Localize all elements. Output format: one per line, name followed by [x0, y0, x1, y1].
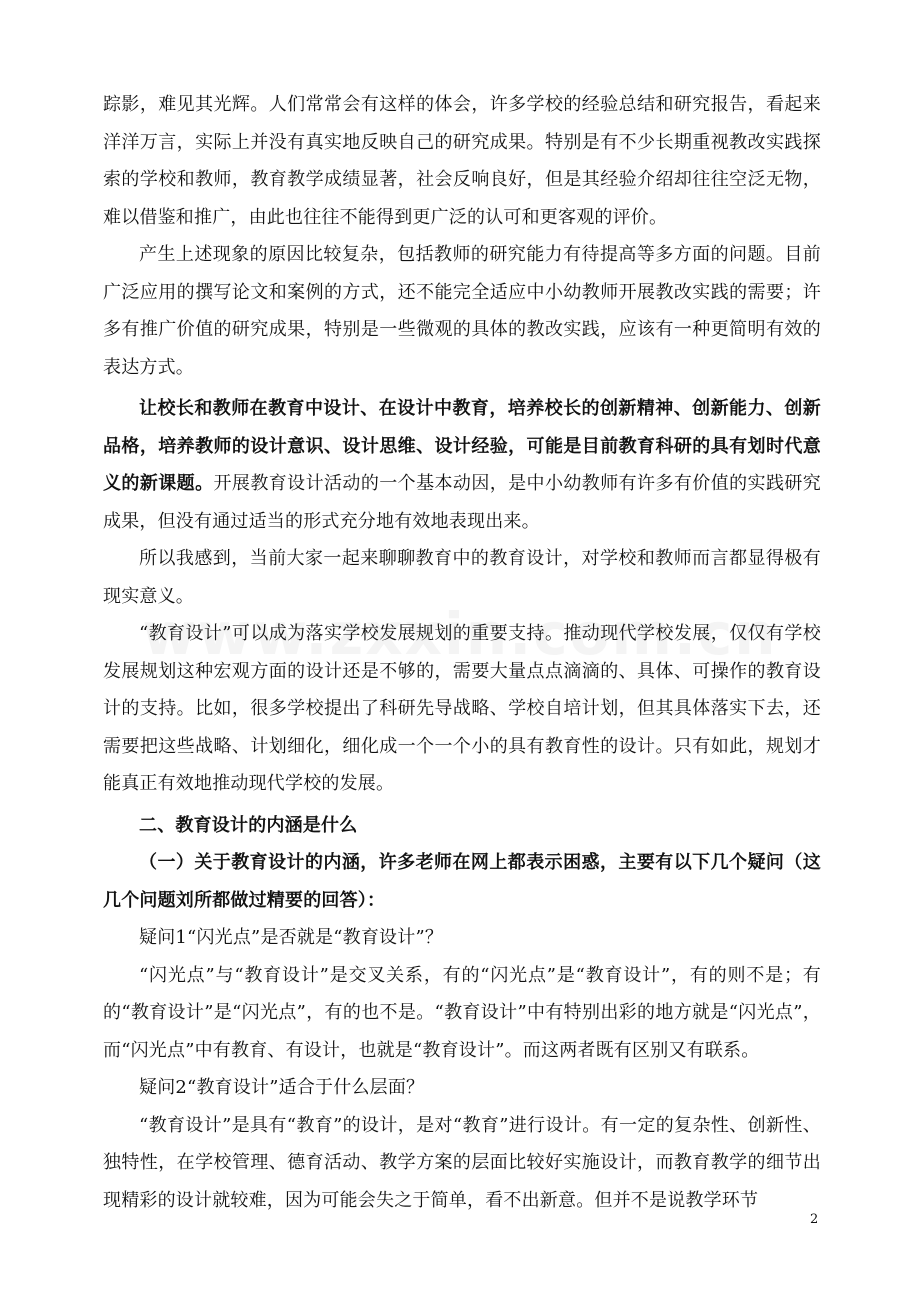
question-1-text: 疑问1“闪光点”是否就是“教育设计”？: [139, 927, 444, 948]
section-heading: [103, 807, 821, 845]
paragraph-3-bold: 让校长和教师在教育中设计、在设计中教育，培养校长的创新精神、创新能力、创新品格，培养教师的设计意识、设计思维、设计经验，可能是目前教育科研的具有划时代意义的新课题。: [103, 398, 821, 494]
body-text: [103, 86, 821, 1219]
paragraph-4-text: 所以我感到，当前大家一起来聊聊教育中的教育设计，对学校和教师而言都显得极有现实意义。: [103, 548, 821, 607]
answer-1: [103, 957, 821, 1070]
subsection-heading-text: （一）关于教育设计的内涵，许多老师在网上都表示困惑，主要有以下几个疑问（这几个问题刘所都做过精要的回答）：: [103, 852, 821, 911]
answer-2: [103, 1107, 821, 1220]
question-2-text: 疑问2“教育设计”适合于什么层面？: [139, 1077, 425, 1098]
answer-2-text: “教育设计”是具有“教育”的设计，是对“教育”进行设计。有一定的复杂性、创新性、独特性，在学校管理、德育活动、教学方案的层面比较好实施设计，而教育教学的细节出现精彩的设计就较难，因为可能会失之于简单，看不出新意。但并不是说教学环节: [103, 1114, 821, 1211]
paragraph-2-text: 产生上述现象的原因比较复杂，包括教师的研究能力有待提高等多方面的问题。目前广泛应用的撰写论文和案例的方式，还不能完全适应中小幼教师开展教改实践的需要；许多有推广价值的研究成果，特别是一些微观的具体的教改实践，应该有一种更简明有效的表达方式。: [103, 244, 821, 378]
paragraph-3-text: 开展教育设计活动的一个基本动因，是中小幼教师有许多有价值的实践研究成果，但没有通过适当的形式充分地有效地表现出来。: [103, 473, 821, 532]
question-2: [103, 1069, 821, 1107]
answer-1-text: “闪光点”与“教育设计”是交叉关系，有的“闪光点”是“教育设计”，有的则不是；有的“教育设计”是“闪光点”，有的也不是。“教育设计”中有特别出彩的地方就是“闪光点”，而“闪光点”中有教育、有设计，也就是“教育设计”。而这两者既有区别又有联系。: [103, 964, 821, 1061]
paragraph-3: [103, 390, 821, 540]
question-1: [103, 919, 821, 957]
page-number: 2: [810, 1212, 819, 1227]
paragraph-1-text: 踪影，难见其光辉。人们常常会有这样的体会，许多学校的经验总结和研究报告，看起来洋洋万言，实际上并没有真实地反映自己的研究成果。特别是有不少长期重视教改实践探索的学校和教师，教育教学成绩显著，社会反响良好，但是其经验介绍却往往空泛无物，难以借鉴和推广，由此也往往不能得到更广泛的认可和更客观的评价。: [103, 94, 821, 228]
paragraph-5-text: “教育设计”可以成为落实学校发展规划的重要支持。推动现代学校发展，仅仅有学校发展规划这种宏观方面的设计还是不够的，需要大量点点滴滴的、具体、可操作的教育设计的支持。比如，很多学校提出了科研先导战略、学校自培计划，但其具体落实下去，还需要把这些战略、计划细化，细化成一个一个小的具有教育性的设计。只有如此，规划才能真正有效地推动现代学校的发展。: [103, 623, 821, 794]
paragraph-5: [103, 615, 821, 803]
section-heading-text: 二、教育设计的内涵是什么: [139, 814, 358, 836]
paragraph-1: [103, 86, 821, 236]
paragraph-4: [103, 540, 821, 615]
subsection-heading: [103, 844, 821, 919]
paragraph-2: [103, 236, 821, 386]
